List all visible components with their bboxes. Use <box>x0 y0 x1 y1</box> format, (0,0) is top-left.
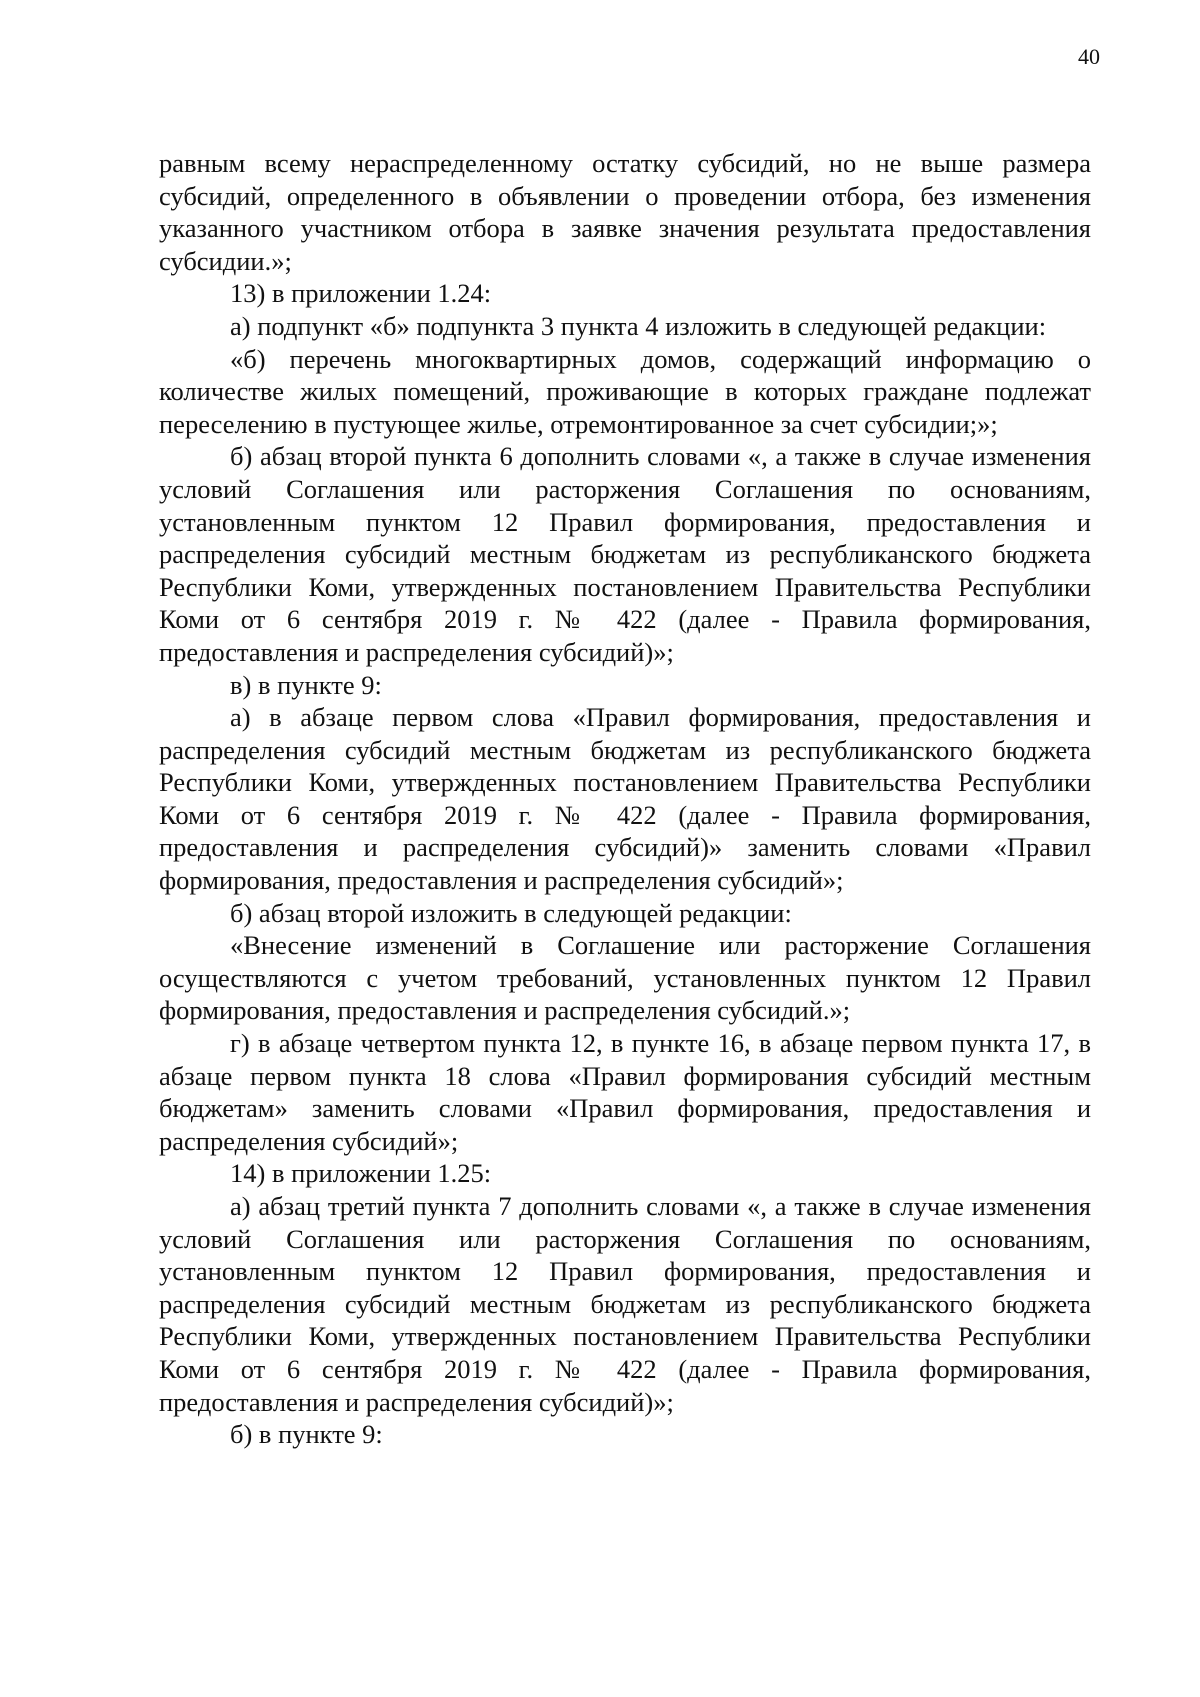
page-number: 40 <box>1078 44 1100 69</box>
paragraph-item-14: 14) в приложении 1.25: <box>230 1158 492 1189</box>
paragraph-subitem-a: а) подпункт «б» подпункта 3 пункта 4 изложить в следующей редакции: <box>230 310 1047 341</box>
paragraph-subitem-v: в) в пункте 9: <box>230 669 382 700</box>
paragraph-subitem-b: б) абзац второй пункта 6 дополнить словами «, а также в случае изменения условий Соглашения или расторжения Соглашения по основаниям, установленным пунктом 12 Правил формирования, предоставления и распределения субсидий местным бюджетам из республиканского бюджета Республики Коми, утвержденных постановлением Правительства Республики Коми от 6 сентября 2019 г. № 422 (далее - Правила формирования, предоставления и распределения субсидий)»; <box>159 441 1091 667</box>
paragraph-subitem-b-item-14: б) в пункте 9: <box>230 1419 383 1450</box>
paragraph-quoted-amendment: «Внесение изменений в Соглашение или расторжение Соглашения осуществляются с учетом требований, установленных пунктом 12 Правил формирования, предоставления и распределения субсидий.»; <box>159 930 1091 1026</box>
paragraph-subitem-b-second-abzac: б) абзац второй изложить в следующей редакции: <box>230 897 792 928</box>
paragraph-quoted-b: «б) перечень многоквартирных домов, содержащий информацию о количестве жилых помещений, проживающие в которых граждане подлежат переселению в пустующее жилье, отремонтированное за счет субсидии;»; <box>159 343 1091 439</box>
document-body <box>159 147 1091 1451</box>
paragraph-subitem-a-first-abzac: а) в абзаце первом слова «Правил формирования, предоставления и распределения субсидий местным бюджетам из республиканского бюджета Республики Коми, утвержденных постановлением Правительства Республики Коми от 6 сентября 2019 г. № 422 (далее - Правила формирования, предоставления и распределения субсидий)» заменить словами «Правил формирования, предоставления и распределения субсидий»; <box>159 702 1091 896</box>
paragraph-subitem-a-item-14: а) абзац третий пункта 7 дополнить словами «, а также в случае изменения условий Соглашения или расторжения Соглашения по основаниям, установленным пунктом 12 Правил формирования, предоставления и распределения субсидий местным бюджетам из республиканского бюджета Республики Коми, утвержденных постановлением Правительства Республики Коми от 6 сентября 2019 г. № 422 (далее - Правила формирования, предоставления и распределения субсидий)»; <box>159 1191 1091 1417</box>
paragraph-continuation: равным всему нераспределенному остатку субсидий, но не выше размера субсидий, определенного в объявлении о проведении отбора, без изменения указанного участником отбора в заявке значения результата предоставления субсидии.»; <box>159 148 1091 276</box>
paragraph-subitem-g: г) в абзаце четвертом пункта 12, в пункте 16, в абзаце первом пункта 17, в абзаце первом пункта 18 слова «Правил формирования субсидий местным бюджетам» заменить словами «Правил формирования, предоставления и распределения субсидий»; <box>159 1028 1091 1156</box>
paragraph-item-13: 13) в приложении 1.24: <box>230 278 492 309</box>
